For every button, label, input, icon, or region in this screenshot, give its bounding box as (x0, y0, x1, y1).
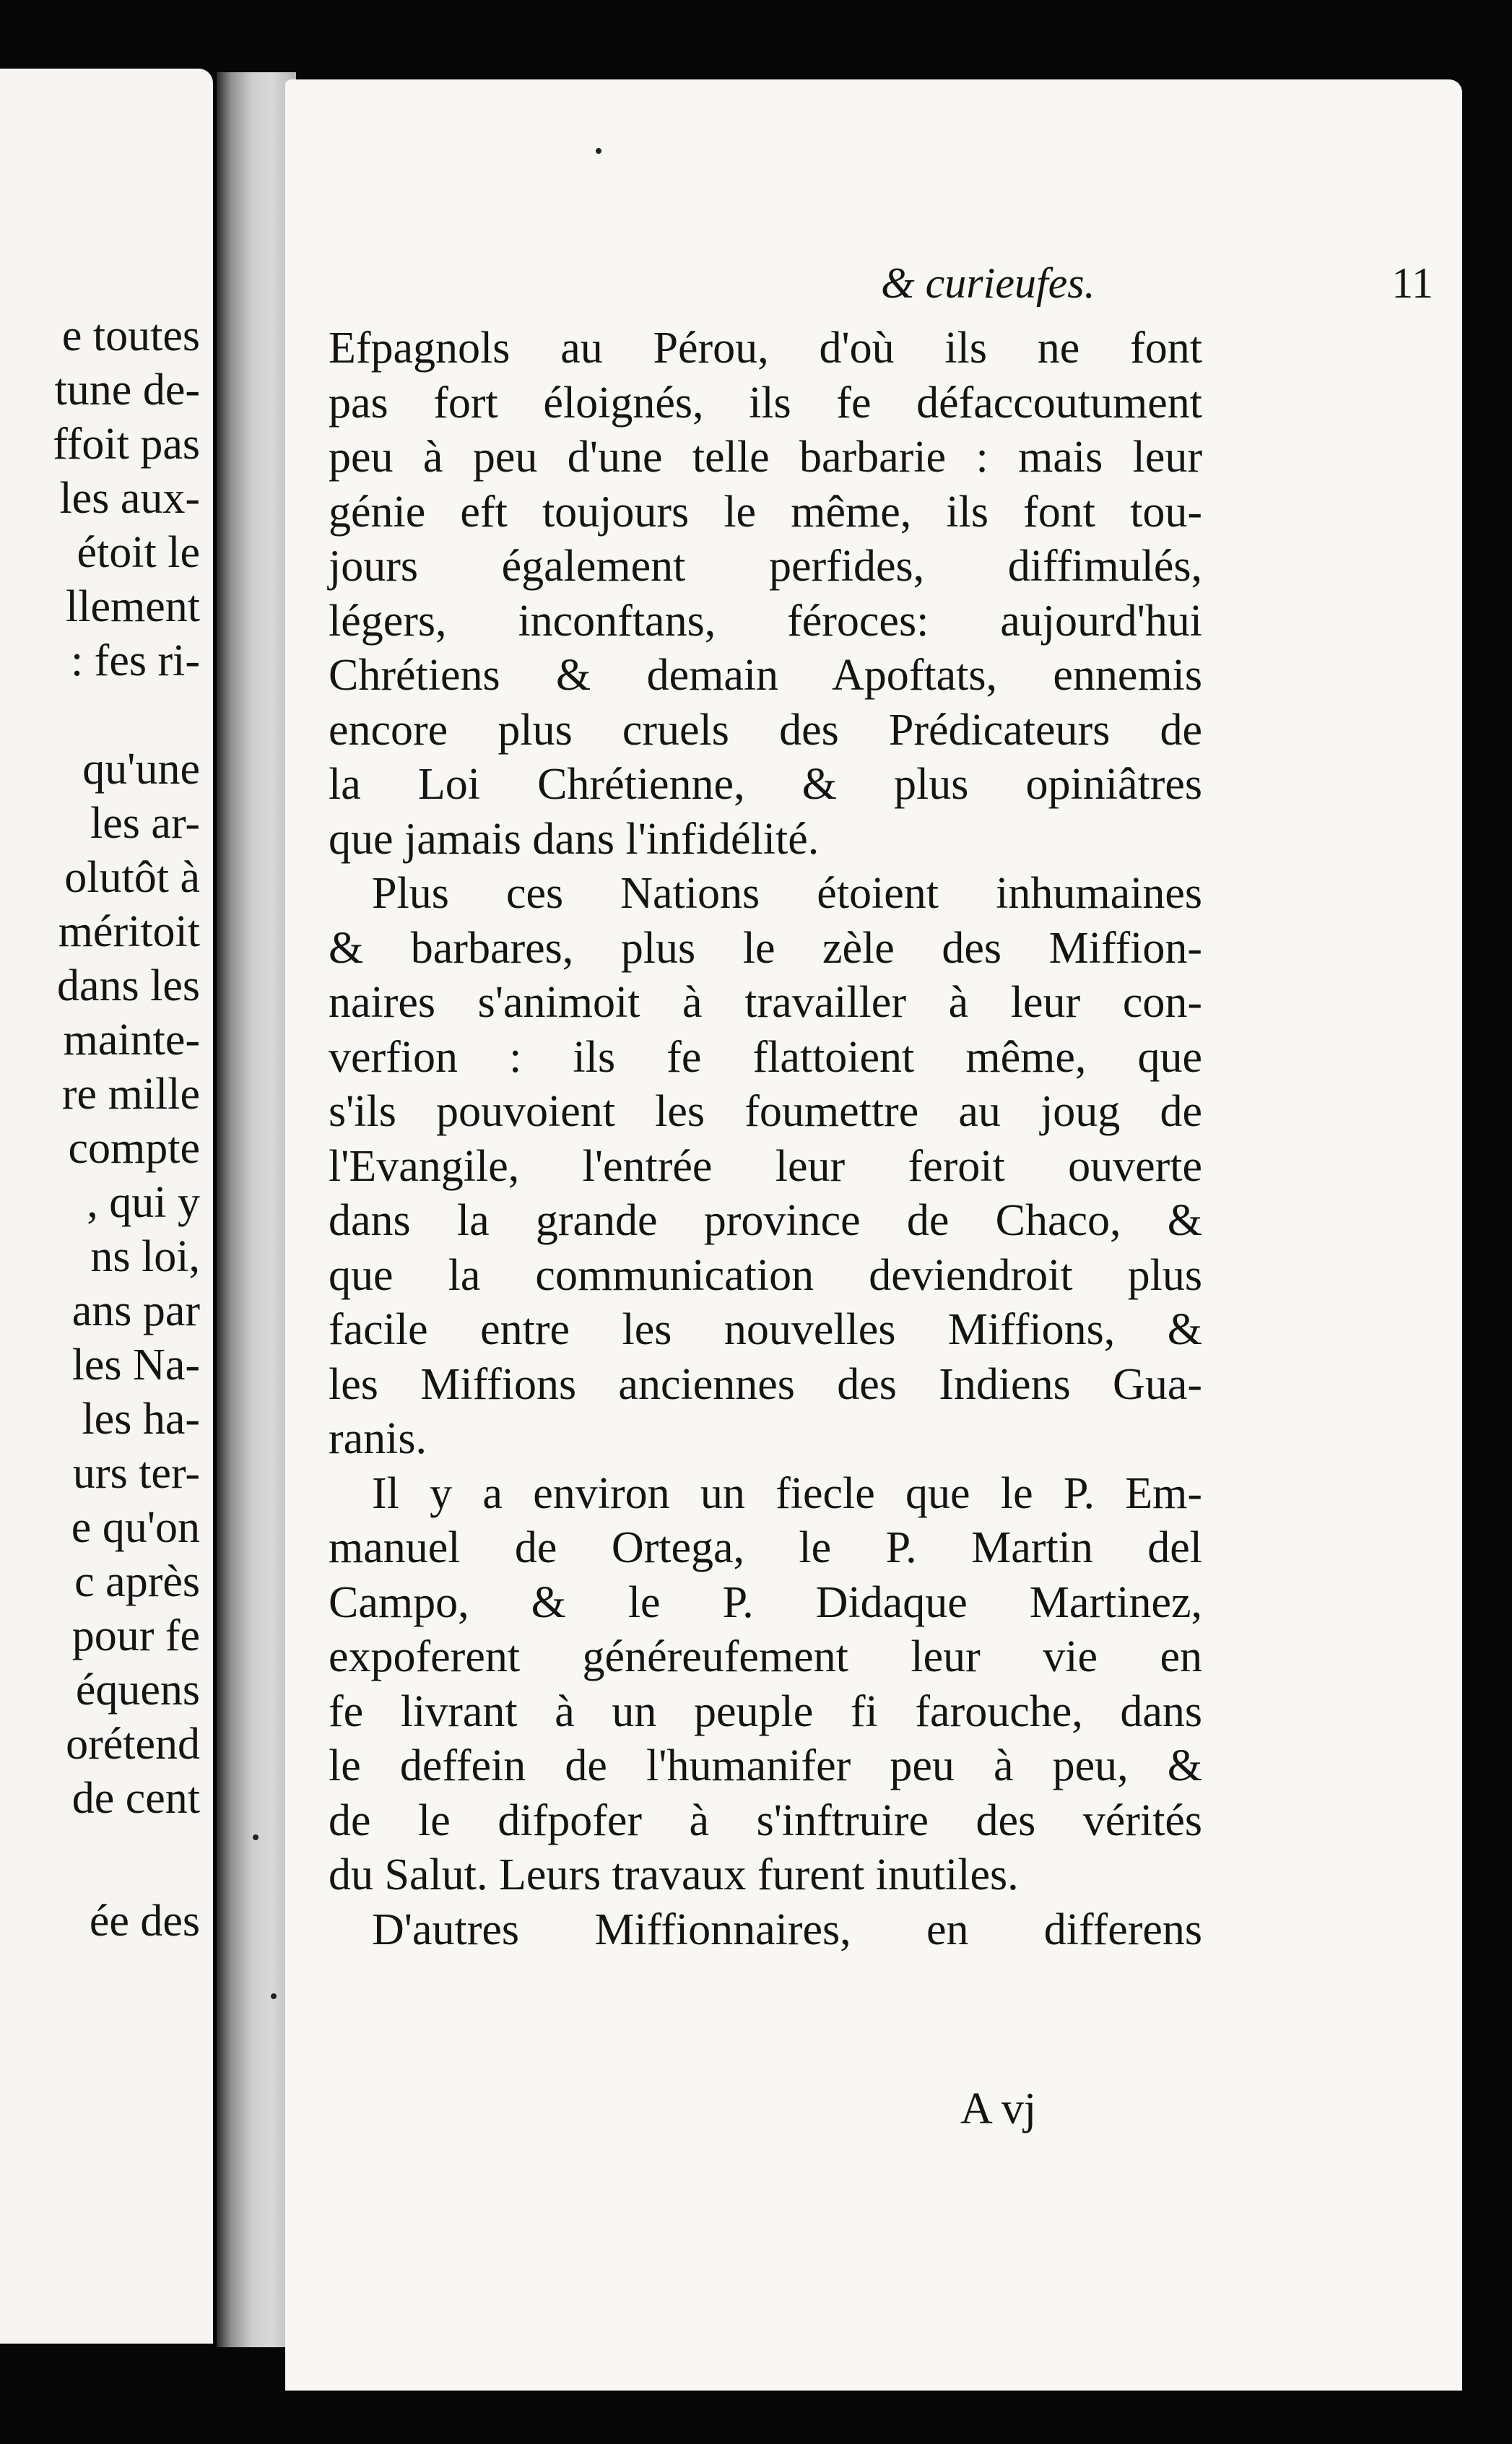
text-line: Plus ces Nations étoient inhumaines (372, 869, 1202, 918)
text-line: s'ils pouvoient les foumettre au joug de (329, 1087, 1202, 1136)
text-line: expoferent généreufement leur vie en (329, 1632, 1202, 1681)
text-line: légers, inconftans, féroces: aujourd'hui (329, 596, 1202, 646)
left-line: tune de- (54, 365, 200, 415)
left-line: ée des (89, 1897, 200, 1946)
text-line: que jamais dans l'infidélité. (329, 814, 820, 864)
left-line: méritoit (58, 907, 200, 956)
left-page-fragment (0, 69, 213, 2344)
text-line: Il y a environ un fiecle que le P. Em- (372, 1468, 1202, 1518)
left-line: de cent (71, 1774, 200, 1823)
left-line: re mille (61, 1070, 200, 1119)
left-line: ans par (71, 1286, 200, 1335)
left-line: olutôt à (64, 853, 200, 902)
left-line: e qu'on (71, 1503, 200, 1552)
left-line: : fes ri- (70, 636, 200, 685)
left-line: e toutes (61, 311, 200, 360)
left-line: mainte- (63, 1015, 200, 1065)
left-line: c après (74, 1557, 200, 1606)
running-head: & curieufes. (881, 259, 1095, 307)
text-line: D'autres Miffionnaires, en differens (372, 1904, 1202, 1954)
text-line: de le difpofer à s'inftruire des vérités (329, 1795, 1202, 1845)
text-line: facile entre les nouvelles Miffions, & (329, 1305, 1202, 1354)
text-line: & barbares, plus le zèle des Miffion- (329, 923, 1202, 973)
left-line: dans les (56, 961, 200, 1010)
text-line: les Miffions anciennes des Indiens Gua- (329, 1359, 1202, 1409)
left-line: équens (75, 1665, 200, 1715)
text-line: Efpagnols au Pérou, d'où ils ne font (329, 324, 1202, 373)
ink-speck (271, 1993, 277, 1999)
left-line: urs ter- (72, 1449, 200, 1498)
left-line: les Na- (71, 1340, 200, 1390)
text-line: manuel de Ortega, le P. Martin del (329, 1523, 1202, 1572)
text-line: génie eft toujours le même, ils font tou- (329, 487, 1202, 537)
left-line: llement (66, 582, 200, 631)
left-line: , qui y (87, 1178, 200, 1227)
text-line: l'Evangile, l'entrée leur feroit ouverte (329, 1141, 1202, 1191)
text-line: naires s'animoit à travailler à leur con- (329, 978, 1202, 1027)
page-body-text (329, 321, 1202, 1957)
text-line: Campo, & le P. Didaque Martinez, (329, 1577, 1202, 1627)
left-line: compte (68, 1124, 200, 1173)
right-page (285, 79, 1462, 2391)
left-line: ffoit pas (53, 420, 200, 469)
text-line: encore plus cruels des Prédicateurs de (329, 705, 1202, 755)
text-line: du Salut. Leurs travaux furent inutiles. (329, 1850, 1019, 1899)
left-line: les ha- (82, 1395, 200, 1444)
text-line: que la communication deviendroit plus (329, 1250, 1202, 1300)
book-gutter (217, 72, 296, 2347)
left-line: qu'une (82, 745, 200, 794)
text-line: Chrétiens & demain Apoftats, ennemis (329, 651, 1202, 700)
text-line: la Loi Chrétienne, & plus opiniâtres (329, 760, 1202, 809)
text-line: peu à peu d'une telle barbarie : mais leur (329, 433, 1202, 482)
left-line: pour fe (71, 1611, 200, 1660)
text-line: jours également perfides, diffimulés, (329, 542, 1202, 591)
text-line: verfion : ils fe flattoient même, que (329, 1032, 1202, 1082)
text-line: dans la grande province de Chaco, & (329, 1196, 1202, 1245)
left-line: étoit le (77, 528, 200, 577)
text-line: le deffein de l'humanifer peu à peu, & (329, 1741, 1202, 1790)
left-line: orétend (66, 1720, 200, 1769)
left-line: ns loi, (90, 1232, 200, 1281)
ink-speck (253, 1834, 258, 1840)
left-line: les aux- (59, 474, 200, 523)
left-line: les ar- (90, 799, 200, 848)
text-line: pas fort éloignés, ils fe défaccoutument (329, 378, 1202, 428)
signature-mark: A vj (960, 2084, 1037, 2133)
ink-speck (596, 148, 601, 154)
text-line: fe livrant à un peuple fi farouche, dans (329, 1686, 1202, 1736)
page-number: 11 (1391, 259, 1433, 307)
text-line: ranis. (329, 1414, 427, 1463)
